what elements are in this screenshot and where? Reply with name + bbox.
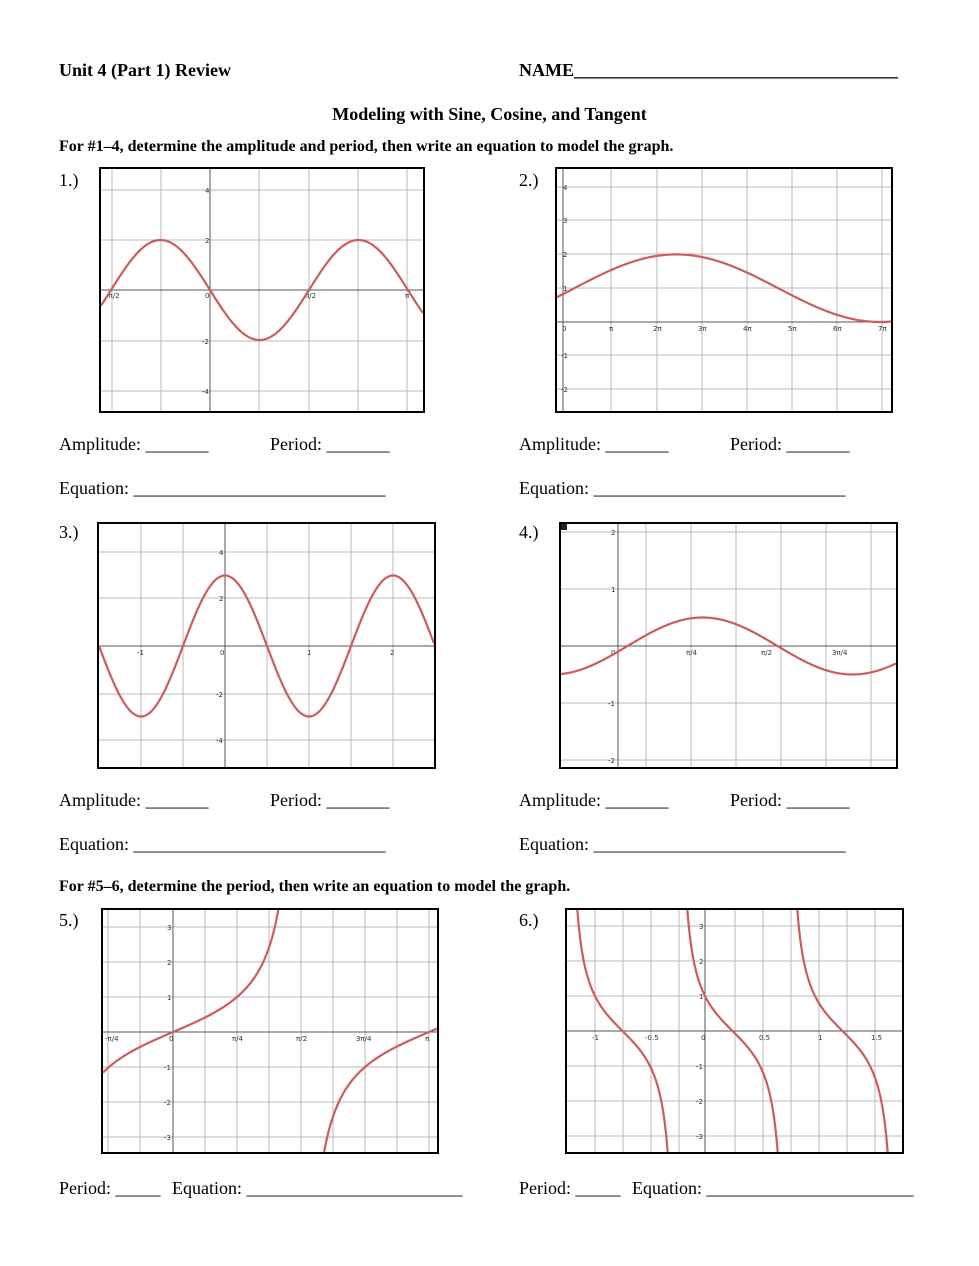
problem-number-2: 2.) (519, 170, 539, 190)
xtick-2-3: 3π (698, 325, 707, 333)
xtick-4-0: 0 (611, 649, 616, 657)
ytick-4-1: 1 (611, 586, 616, 594)
ytick-3-2: -2 (216, 691, 223, 699)
xtick-2-2: 2π (653, 325, 662, 333)
period-label-6[interactable]: Period: _____ (519, 1178, 621, 1198)
equation-label-1[interactable]: Equation: ____________________________ (59, 478, 386, 498)
ytick-2-5: -2 (561, 386, 568, 394)
equation-label-6[interactable]: Equation: _______________________ (632, 1178, 914, 1198)
xtick-1-3: π (405, 292, 410, 300)
ytick-3-0: 4 (219, 549, 224, 557)
xtick-2-6: 6π (833, 325, 842, 333)
xtick-5-5: π (425, 1035, 430, 1043)
graph-5 (101, 908, 439, 1154)
xtick-5-2: π/4 (232, 1035, 244, 1043)
xtick-3-0: -1 (137, 649, 144, 657)
ytick-2-4: -1 (561, 352, 568, 360)
ytick-1-0: 4 (205, 187, 210, 195)
xtick-2-1: π (609, 325, 614, 333)
name-field[interactable]: NAME____________________________________ (519, 60, 898, 80)
xtick-2-0: 0 (562, 325, 567, 333)
problem-number-1: 1.) (59, 170, 79, 190)
problem-number-5: 5.) (59, 910, 79, 930)
ytick-5-2: 1 (167, 994, 172, 1002)
ytick-1-1: 2 (205, 237, 210, 245)
graph-6 (565, 908, 904, 1154)
graph-2 (555, 167, 893, 413)
xtick-4-3: 3π/4 (832, 649, 848, 657)
amplitude-label-4[interactable]: Amplitude: _______ (519, 790, 669, 810)
graph-3 (97, 522, 436, 769)
problem-number-3: 3.) (59, 522, 79, 542)
period-label-3[interactable]: Period: _______ (270, 790, 390, 810)
ytick-6-0: 3 (699, 923, 704, 931)
amplitude-label-2[interactable]: Amplitude: _______ (519, 434, 669, 454)
xtick-2-5: 5π (788, 325, 797, 333)
xtick-6-0: -1 (592, 1034, 599, 1042)
instructions-part2: For #5–6, determine the period, then write an equation to model the graph. (59, 878, 571, 895)
xtick-6-2: 0 (701, 1034, 706, 1042)
xtick-5-0: -π/4 (105, 1035, 119, 1043)
ytick-5-4: -2 (164, 1099, 171, 1107)
ytick-6-5: -3 (696, 1133, 703, 1141)
period-label-4[interactable]: Period: _______ (730, 790, 850, 810)
equation-label-2[interactable]: Equation: ____________________________ (519, 478, 846, 498)
ytick-6-4: -2 (696, 1098, 703, 1106)
xtick-1-2: π/2 (305, 292, 317, 300)
ytick-2-0: 4 (563, 184, 568, 192)
xtick-4-1: π/4 (686, 649, 698, 657)
equation-label-5[interactable]: Equation: ________________________ (172, 1178, 463, 1198)
graph-4 (559, 522, 898, 769)
xtick-2-7: 7π (878, 325, 887, 333)
curve-6 (577, 910, 888, 1152)
unit-title: Unit 4 (Part 1) Review (59, 60, 231, 80)
period-label-5[interactable]: Period: _____ (59, 1178, 161, 1198)
xtick-3-1: 0 (220, 649, 225, 657)
ytick-5-0: 3 (167, 924, 172, 932)
xtick-6-3: 0.5 (759, 1034, 771, 1042)
xtick-2-4: 4π (743, 325, 752, 333)
ytick-6-2: 1 (699, 993, 704, 1001)
xtick-6-5: 1.5 (871, 1034, 883, 1042)
ytick-6-3: -1 (696, 1063, 703, 1071)
period-label-2[interactable]: Period: _______ (730, 434, 850, 454)
ytick-4-0: 2 (611, 529, 616, 537)
amplitude-label-3[interactable]: Amplitude: _______ (59, 790, 209, 810)
ytick-5-3: -1 (164, 1064, 171, 1072)
xtick-5-3: π/2 (296, 1035, 308, 1043)
equation-label-3[interactable]: Equation: ____________________________ (59, 834, 386, 854)
problem-number-4: 4.) (519, 522, 539, 542)
xtick-1-1: 0 (205, 292, 210, 300)
ytick-3-1: 2 (219, 595, 224, 603)
curve-5 (103, 910, 437, 1152)
xtick-3-3: 2 (390, 649, 395, 657)
ytick-2-2: 2 (563, 251, 568, 259)
period-label-1[interactable]: Period: _______ (270, 434, 390, 454)
graph-badge-icon (561, 524, 567, 530)
ytick-4-2: -1 (608, 700, 615, 708)
xtick-1-0: -π/2 (106, 292, 120, 300)
xtick-6-1: -0.5 (645, 1034, 659, 1042)
ytick-1-2: -2 (202, 338, 209, 346)
ytick-2-1: 3 (563, 217, 568, 225)
xtick-6-4: 1 (818, 1034, 823, 1042)
instructions-part1: For #1–4, determine the amplitude and period, then write an equation to model the graph. (59, 138, 674, 155)
ytick-5-5: -3 (164, 1134, 171, 1142)
ytick-5-1: 2 (167, 959, 172, 967)
xtick-4-2: π/2 (761, 649, 773, 657)
ytick-2-3: 1 (563, 285, 568, 293)
ytick-6-1: 2 (699, 958, 704, 966)
amplitude-label-1[interactable]: Amplitude: _______ (59, 434, 209, 454)
equation-label-4[interactable]: Equation: ____________________________ (519, 834, 846, 854)
graph-1 (99, 167, 425, 413)
ytick-4-3: -2 (608, 757, 615, 765)
xtick-3-2: 1 (307, 649, 312, 657)
ytick-1-3: -4 (202, 388, 209, 396)
page-title: Modeling with Sine, Cosine, and Tangent (332, 104, 647, 124)
ytick-3-3: -4 (216, 737, 223, 745)
xtick-5-4: 3π/4 (356, 1035, 372, 1043)
problem-number-6: 6.) (519, 910, 539, 930)
xtick-5-1: 0 (169, 1035, 174, 1043)
